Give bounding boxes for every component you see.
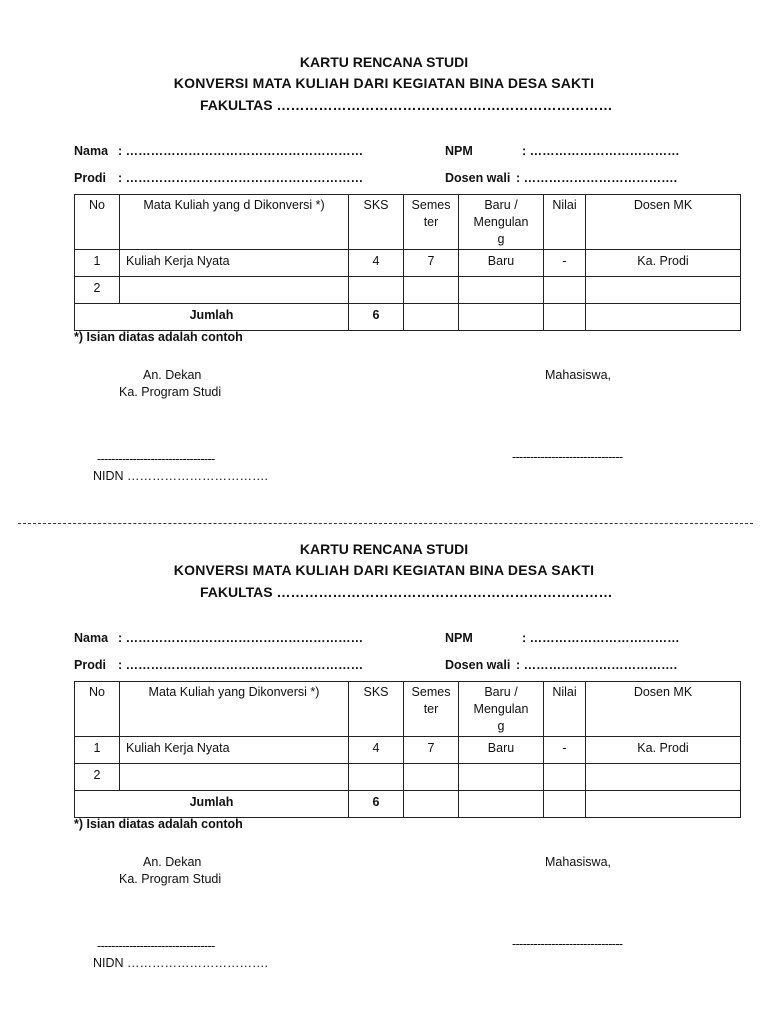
total-sks: 6: [349, 304, 404, 331]
cell-mata-kuliah[interactable]: [120, 277, 349, 304]
table-header-row: [75, 195, 741, 250]
cell-dosen-mk[interactable]: Ka. Prodi: [586, 250, 741, 277]
table-note: *) Isian diatas adalah contoh: [74, 330, 243, 344]
cell-nilai[interactable]: -: [544, 737, 586, 764]
col-header-dosen-mk: Dosen MK: [586, 195, 741, 250]
cell-dosen-mk[interactable]: [586, 277, 741, 304]
cell-nilai[interactable]: -: [544, 250, 586, 277]
cell-dosen-mk[interactable]: [586, 764, 741, 791]
cell-nilai[interactable]: [544, 277, 586, 304]
prodi-field[interactable]: : …………………………………………………: [118, 171, 364, 185]
col-header-sks: SKS: [349, 195, 404, 250]
course-table: [74, 194, 741, 331]
col-header-baru-mengulang: Baru / Mengulan g: [459, 682, 544, 737]
col-header-sks: SKS: [349, 682, 404, 737]
signer-left-role: Ka. Program Studi: [119, 385, 222, 399]
dosen-wali-label: Dosen wali: [445, 658, 511, 672]
cell-sks[interactable]: [349, 277, 404, 304]
prodi-label: Prodi: [74, 171, 106, 185]
krs-card-bottom: [0, 487, 768, 987]
dosen-wali-field[interactable]: : ……………………………….: [516, 658, 678, 672]
signer-left-role: Ka. Program Studi: [119, 872, 222, 886]
cell-no: 2: [75, 277, 120, 304]
prodi-field[interactable]: : …………………………………………………: [118, 658, 364, 672]
nama-label: Nama: [74, 144, 109, 158]
signer-right-title: Mahasiswa,: [545, 855, 611, 869]
col-header-nilai: Nilai: [544, 682, 586, 737]
course-table: [74, 681, 741, 818]
signature-line-right: -------------------------------: [512, 937, 623, 951]
cell-no: 1: [75, 250, 120, 277]
table-total-row: [75, 791, 741, 818]
signature-line-right: -------------------------------: [512, 450, 623, 464]
prodi-label: Prodi: [74, 658, 106, 672]
cell-dosen-mk[interactable]: Ka. Prodi: [586, 737, 741, 764]
nama-field[interactable]: : …………………………………………………: [118, 631, 364, 645]
col-header-no: No: [75, 195, 120, 250]
card-subtitle: KONVERSI MATA KULIAH DARI KEGIATAN BINA DESA SAKTI: [173, 562, 595, 578]
cell-no: 2: [75, 764, 120, 791]
cell-baru-mengulang[interactable]: Baru: [459, 737, 544, 764]
col-header-no: No: [75, 682, 120, 737]
total-label: Jumlah: [75, 791, 349, 818]
col-header-semester: Semes ter: [404, 682, 459, 737]
col-header-mata-kuliah: Mata Kuliah yang d Dikonversi *): [120, 195, 349, 250]
npm-field[interactable]: : ………………………………: [522, 144, 680, 158]
table-row: [75, 277, 741, 304]
cell-semester[interactable]: 7: [404, 737, 459, 764]
col-header-dosen-mk: Dosen MK: [586, 682, 741, 737]
cell-mata-kuliah[interactable]: [120, 764, 349, 791]
signer-left-title: An. Dekan: [143, 855, 202, 869]
card-title: KARTU RENCANA STUDI: [299, 541, 469, 557]
cell-baru-mengulang[interactable]: Baru: [459, 250, 544, 277]
total-sks: 6: [349, 791, 404, 818]
table-row: [75, 764, 741, 791]
cell-baru-mengulang[interactable]: [459, 764, 544, 791]
faculty-line: FAKULTAS ………………………………………………………………: [200, 97, 613, 113]
signature-line-left: ---------------------------------: [97, 939, 215, 953]
cell-sks[interactable]: [349, 764, 404, 791]
signer-left-title: An. Dekan: [143, 368, 202, 382]
col-header-semester: Semes ter: [404, 195, 459, 250]
cell-mata-kuliah[interactable]: Kuliah Kerja Nyata: [120, 250, 349, 277]
nama-field[interactable]: : …………………………………………………: [118, 144, 364, 158]
cell-sks[interactable]: 4: [349, 737, 404, 764]
card-title: KARTU RENCANA STUDI: [299, 54, 469, 70]
cell-semester[interactable]: [404, 764, 459, 791]
table-note: *) Isian diatas adalah contoh: [74, 817, 243, 831]
total-label: Jumlah: [75, 304, 349, 331]
cell-baru-mengulang[interactable]: [459, 277, 544, 304]
col-header-nilai: Nilai: [544, 195, 586, 250]
col-header-mata-kuliah: Mata Kuliah yang Dikonversi *): [120, 682, 349, 737]
signature-line-left: ---------------------------------: [97, 452, 215, 466]
dosen-wali-label: Dosen wali: [445, 171, 511, 185]
npm-label: NPM: [445, 631, 473, 645]
dosen-wali-field[interactable]: : ……………………………….: [516, 171, 678, 185]
card-subtitle: KONVERSI MATA KULIAH DARI KEGIATAN BINA DESA SAKTI: [173, 75, 595, 91]
nidn-field[interactable]: NIDN …………………………….: [93, 956, 268, 970]
table-row: [75, 250, 741, 277]
nama-label: Nama: [74, 631, 109, 645]
nidn-field[interactable]: NIDN …………………………….: [93, 469, 268, 483]
cell-sks[interactable]: 4: [349, 250, 404, 277]
col-header-baru-mengulang: Baru / Mengulan g: [459, 195, 544, 250]
cell-nilai[interactable]: [544, 764, 586, 791]
krs-card-top: [0, 0, 768, 500]
cell-no: 1: [75, 737, 120, 764]
cell-semester[interactable]: [404, 277, 459, 304]
signer-right-title: Mahasiswa,: [545, 368, 611, 382]
table-total-row: [75, 304, 741, 331]
cell-semester[interactable]: 7: [404, 250, 459, 277]
cell-mata-kuliah[interactable]: Kuliah Kerja Nyata: [120, 737, 349, 764]
faculty-line: FAKULTAS ………………………………………………………………: [200, 584, 613, 600]
npm-label: NPM: [445, 144, 473, 158]
table-header-row: [75, 682, 741, 737]
npm-field[interactable]: : ………………………………: [522, 631, 680, 645]
table-row: [75, 737, 741, 764]
